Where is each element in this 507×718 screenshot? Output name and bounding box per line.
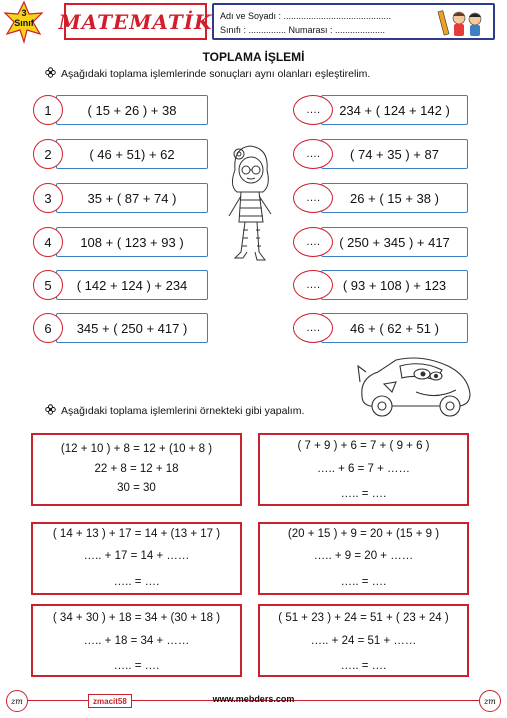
- kids-pencil-icon: [437, 7, 489, 39]
- problem-box-1-example: (12 + 10 ) + 8 = 12 + (10 + 8 ) 22 + 8 = 12 + 18 30 = 30: [31, 433, 242, 506]
- answer-blank-circle[interactable]: ….: [293, 183, 333, 213]
- expression-box: 35 + ( 87 + 74 ): [56, 183, 208, 213]
- left-expression-4: [33, 227, 208, 257]
- zm-logo-icon: zm: [6, 690, 28, 712]
- left-expression-2: [33, 139, 208, 169]
- left-expression-1: [33, 95, 208, 125]
- number-circle: 5: [33, 270, 63, 300]
- left-expression-5: [33, 270, 208, 300]
- expression-box: ( 74 + 35 ) + 87: [321, 139, 468, 169]
- expression-box: 46 + ( 62 + 51 ): [321, 313, 468, 343]
- right-expression-4: [293, 227, 468, 257]
- subject-title-box: [58, 3, 213, 40]
- number-circle: 6: [33, 313, 63, 343]
- expression-box: ( 46 + 51) + 62: [56, 139, 208, 169]
- flower-bullet-icon: [45, 67, 56, 78]
- answer-blank-circle[interactable]: ….: [293, 270, 333, 300]
- number-circle: 4: [33, 227, 63, 257]
- girl-illustration: [215, 140, 285, 268]
- problem-box-4: (20 + 15 ) + 9 = 20 + (15 + 9 ) ….. + 9 = 20 + …… ….. = ….: [258, 522, 469, 595]
- answer-blank-circle[interactable]: ….: [293, 313, 333, 343]
- page-footer: [0, 690, 507, 718]
- race-car-illustration: [356, 352, 474, 422]
- number-circle: 1: [33, 95, 63, 125]
- expression-box: ( 142 + 124 ) + 234: [56, 270, 208, 300]
- right-expression-3: [293, 183, 468, 213]
- class-number-field[interactable]: Sınıfı : ............... Numarası : ....................: [220, 25, 386, 35]
- author-tag: zmacit58: [88, 694, 132, 708]
- left-expression-3: [33, 183, 208, 213]
- expression-box: 345 + ( 250 + 417 ): [56, 313, 208, 343]
- answer-blank-circle[interactable]: ….: [293, 139, 333, 169]
- expression-box: ( 250 + 345 ) + 417: [321, 227, 468, 257]
- problem-box-2: ( 7 + 9 ) + 6 = 7 + ( 9 + 6 ) ….. + 6 = 7 + …… ….. = ….: [258, 433, 469, 506]
- expression-box: 108 + ( 123 + 93 ): [56, 227, 208, 257]
- right-expression-5: [293, 270, 468, 300]
- answer-blank-circle[interactable]: ….: [293, 95, 333, 125]
- number-circle: 2: [33, 139, 63, 169]
- name-field[interactable]: Adı ve Soyadı : ...........................................: [220, 11, 392, 21]
- zm-logo-icon: zm: [479, 690, 501, 712]
- example-instruction: Aşağıdaki toplama işlemlerini örnekteki gibi yapalım.: [45, 404, 304, 417]
- answer-blank-circle[interactable]: ….: [293, 227, 333, 257]
- problem-box-5: ( 34 + 30 ) + 18 = 34 + (30 + 18 ) ….. + 18 = 34 + …… ….. = ….: [31, 604, 242, 677]
- subject-title: MATEMATİK: [58, 9, 213, 34]
- left-expression-6: [33, 313, 208, 343]
- expression-box: 26 + ( 15 + 38 ): [321, 183, 468, 213]
- grade-label: 3 Sınıf: [14, 8, 34, 28]
- section-heading: TOPLAMA İŞLEMİ: [202, 50, 305, 64]
- right-expression-1: [293, 95, 468, 125]
- expression-box: ( 93 + 108 ) + 123: [321, 270, 468, 300]
- number-circle: 3: [33, 183, 63, 213]
- problem-box-6: ( 51 + 23 ) + 24 = 51 + ( 23 + 24 ) ….. + 24 = 51 + …… ….. = ….: [258, 604, 469, 677]
- problem-box-3: ( 14 + 13 ) + 17 = 14 + (13 + 17 ) ….. + 17 = 14 + …… ….. = ….: [31, 522, 242, 595]
- flower-bullet-icon: [45, 404, 56, 415]
- expression-box: 234 + ( 124 + 142 ): [321, 95, 468, 125]
- expression-box: ( 15 + 26 ) + 38: [56, 95, 208, 125]
- right-expression-6: [293, 313, 468, 343]
- right-expression-2: [293, 139, 468, 169]
- matching-instruction: Aşağıdaki toplama işlemlerinde sonuçları aynı olanları eşleştirelim.: [45, 67, 370, 80]
- student-info-box: [212, 3, 495, 40]
- site-link[interactable]: www.mebders.com: [212, 694, 295, 704]
